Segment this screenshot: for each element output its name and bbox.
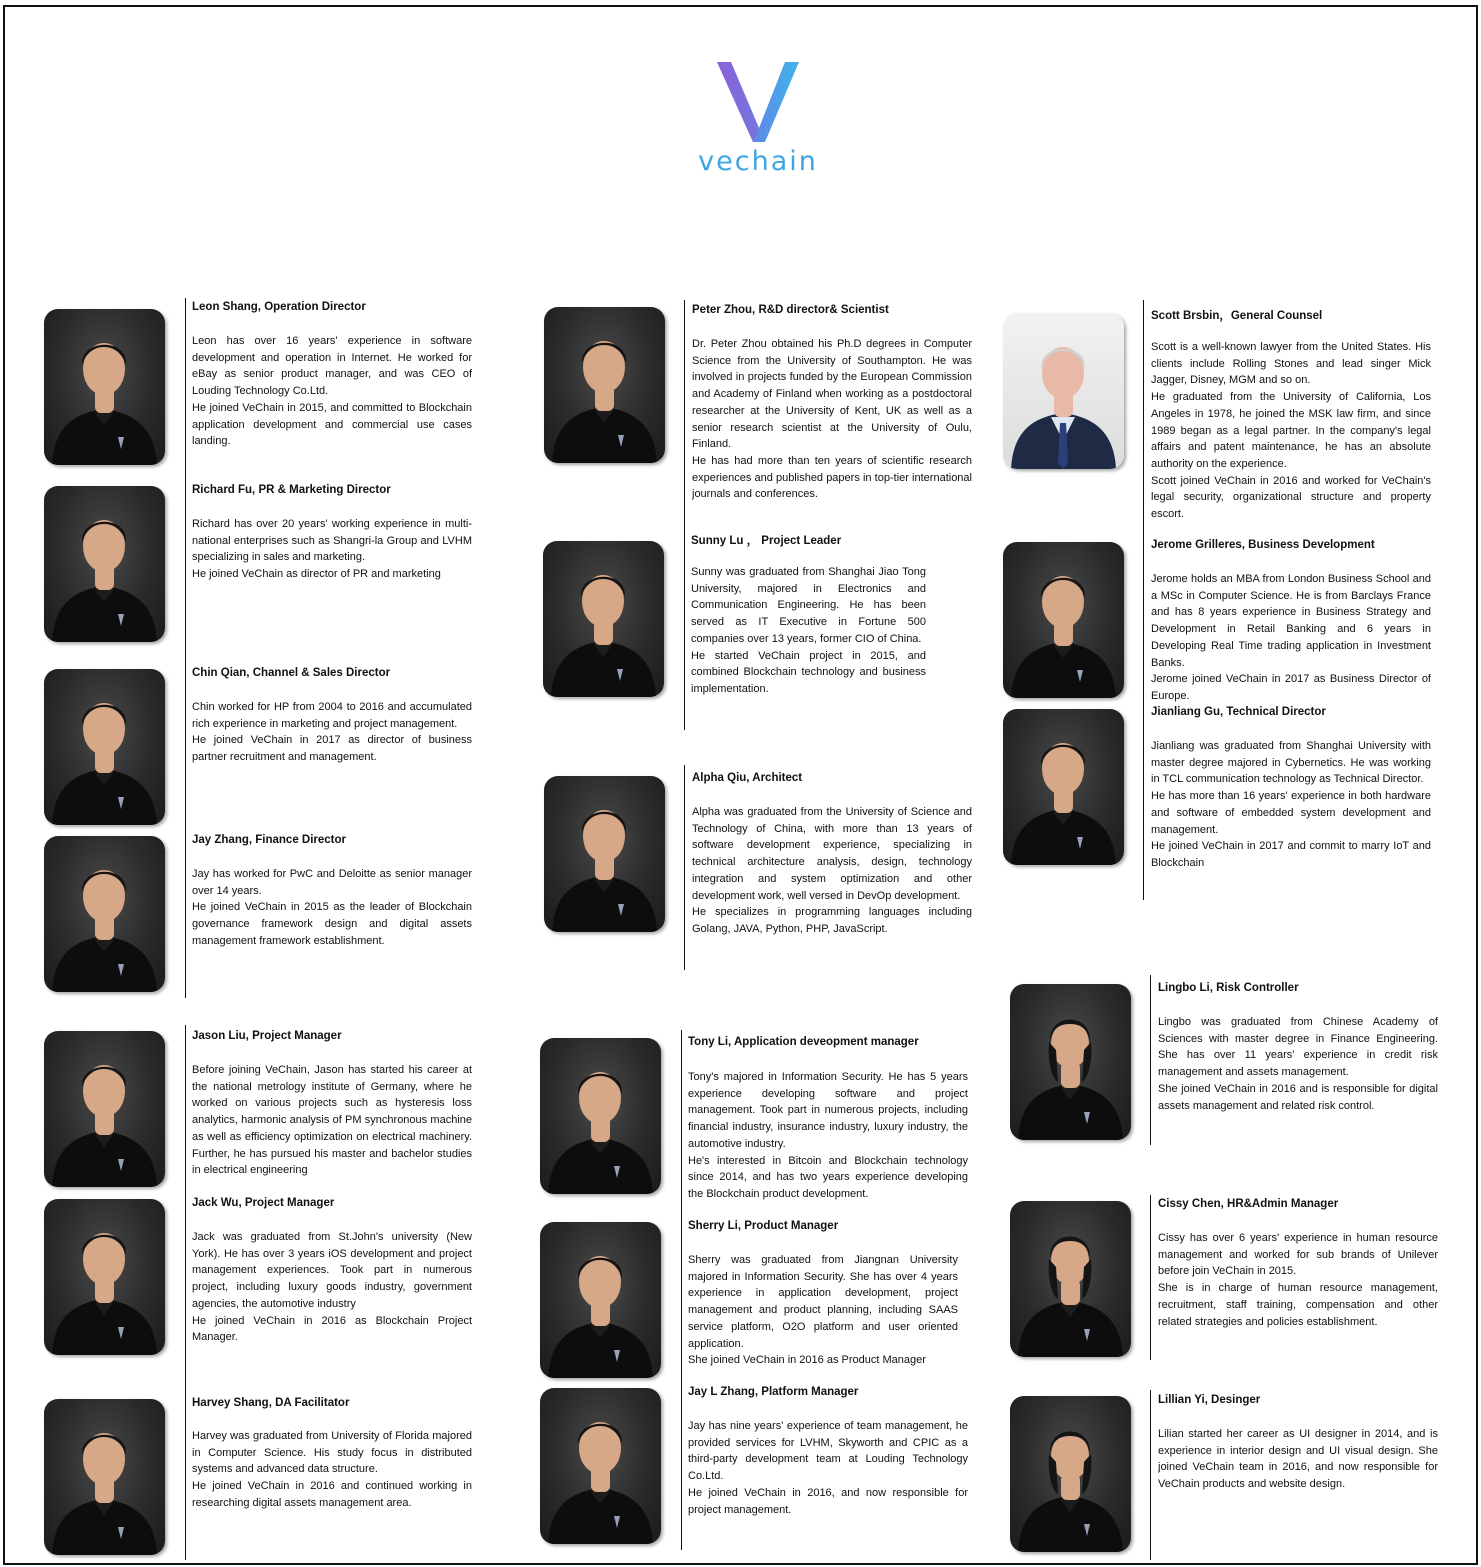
- bio-paragraph: Before joining VeChain, Jason has started his career at the national metrology institute of Germany, where he worked on various projects such as hysteresis loss analytics, harmonic analysis of PM synchronous machine as well as efficiency optimization on electrical machinery. Further, he has pursued his master and bachelor studies in electrical engineering: [192, 1064, 472, 1177]
- bio-paragraph: He joined VeChain in 2016 and continued working in researching digital assets management area.: [192, 1480, 472, 1509]
- bio-paragraph: She joined VeChain in 2016 and is responsible for digital assets management and related risk control.: [1158, 1082, 1438, 1112]
- portrait-photo-alpha: [544, 776, 665, 932]
- bio-paragraph: Jerome joined VeChain in 2017 as Business Director of Europe.: [1151, 673, 1431, 702]
- portrait-photo-chin: [44, 669, 165, 825]
- brand-name: vechain: [698, 146, 818, 177]
- member-name-lingbo: Lingbo Li, Risk Controller: [1158, 982, 1299, 994]
- portrait-photo-tony: [540, 1038, 661, 1194]
- member-bio-jay: [192, 866, 472, 950]
- bio-paragraph: Leon has over 16 years' experience in software development and operation in Internet. He worked for eBay as senior product manager, and was CEO of Louding Technology Co.Ltd.: [192, 335, 472, 398]
- bio-paragraph: He joined VeChain in 2016, and now responsible for project management.: [688, 1486, 968, 1516]
- person-silhouette-icon: [543, 541, 664, 697]
- portrait-photo-richard: [44, 486, 165, 642]
- member-name-harvey: Harvey Shang, DA Facilitator: [192, 1397, 350, 1409]
- bio-paragraph: He graduated from the University of California, Los Angeles in 1978, he joined the MSK law firm, and since 1989 began as a legal partner. In the company's legal affairs and patent maintenance, he has an absolute authority on the experience.: [1151, 391, 1431, 470]
- member-bio-alpha: [692, 804, 972, 938]
- bio-paragraph: She joined VeChain in 2016 as Product Manager: [688, 1354, 926, 1367]
- member-bio-jack: [192, 1229, 472, 1346]
- bio-paragraph: Chin worked for HP from 2004 to 2016 and accumulated rich experience in marketing and project management.: [192, 701, 472, 730]
- bio-paragraph: Harvey was graduated from University of Florida majored in Computer Science. His study focus in distributed systems and advanced data structure.: [192, 1430, 472, 1476]
- divider-col3-b: [1150, 975, 1151, 1145]
- member-name-richard: Richard Fu, PR & Marketing Director: [192, 484, 391, 496]
- portrait-photo-jack: [44, 1199, 165, 1355]
- member-bio-lillian: [1158, 1426, 1438, 1493]
- member-name-tony: Tony Li, Application deveopment manager: [688, 1036, 919, 1048]
- bio-paragraph: He specializes in programming languages including Golang, JAVA, Python, PHP, JavaScript.: [692, 906, 972, 935]
- member-bio-jayl: [688, 1418, 968, 1518]
- member-bio-sherry: [688, 1252, 958, 1369]
- person-silhouette-icon: [1010, 984, 1131, 1140]
- member-bio-tony: [688, 1069, 968, 1203]
- bio-paragraph: He has more than 16 years' experience in both hardware and software of embedded system development and management.: [1151, 790, 1431, 836]
- person-silhouette-icon: [1010, 1201, 1131, 1357]
- portrait-photo-peter: [544, 307, 665, 463]
- portrait-photo-sherry: [540, 1222, 661, 1378]
- divider-col2-a: [684, 300, 685, 730]
- person-silhouette-icon: [540, 1388, 661, 1544]
- bio-paragraph: Jerome holds an MBA from London Business School and a MSc in Computer Science. He is from Barclays France and has 8 years experience in Business Strategy and Development in Retail Banking and 6 years in Developing Real Time trading application in Investment Banks.: [1151, 573, 1431, 669]
- divider-col3-d: [1150, 1390, 1151, 1560]
- person-silhouette-icon: [44, 486, 165, 642]
- bio-paragraph: He joined VeChain as director of PR and marketing: [192, 568, 441, 581]
- bio-paragraph: Dr. Peter Zhou obtained his Ph.D degrees in Computer Science from the University of Southampton. He was involved in projects funded by the European Commission and Academy of Finland when working as a postdoctoral researcher at the University of Kent, UK as well as a senior research scientist at the University of Oulu, Finland.: [692, 338, 972, 451]
- bio-paragraph: He joined VeChain in 2015 as the leader of Blockchain governance framework design and digital assets management framework establishment.: [192, 901, 472, 947]
- bio-paragraph: Jianliang was graduated from Shanghai University with master degree majored in Cybernetics. He was working in TCL communication technology as Technical Director.: [1151, 740, 1431, 786]
- portrait-photo-lingbo: [1010, 984, 1131, 1140]
- member-bio-cissy: [1158, 1230, 1438, 1330]
- portrait-photo-scott: [1003, 313, 1124, 469]
- person-silhouette-icon: [540, 1038, 661, 1194]
- person-silhouette-icon: [44, 309, 165, 465]
- portrait-photo-jayl: [540, 1388, 661, 1544]
- member-name-alpha: Alpha Qiu, Architect: [692, 772, 803, 784]
- bio-paragraph: Scott is a well-known lawyer from the United States. His clients include Rolling Stones and lead singer Mick Jagger, Disney, MGM and so on.: [1151, 341, 1431, 387]
- member-bio-jason: [192, 1062, 472, 1179]
- member-bio-jerome: [1151, 571, 1431, 705]
- member-bio-harvey: [192, 1428, 472, 1512]
- bio-paragraph: Sunny was graduated from Shanghai Jiao Tong University, majored in Electronics and Communication Engineering. He has been served as IT Executive in Fortune 500 companies over 13 years, former CIO of China.: [691, 566, 926, 645]
- bio-paragraph: Alpha was graduated from the University of Science and Technology of China, with more than 13 years of software development experience, specializing in technical architecture analysis, design, technology integration and system optimization and other development work, well versed in DevOp development.: [692, 806, 972, 902]
- bio-paragraph: Tony's majored in Information Security. He has 5 years experience developing software and project management. Took part in numerous projects, including financial industry, insurance industry, luxury industry, the automotive industry.: [688, 1071, 968, 1150]
- person-silhouette-icon: [44, 1199, 165, 1355]
- member-name-jason: Jason Liu, Project Manager: [192, 1030, 342, 1042]
- portrait-photo-harvey: [44, 1399, 165, 1555]
- person-silhouette-icon: [44, 669, 165, 825]
- divider-col1-a: [185, 298, 186, 998]
- divider-col3-c: [1150, 1195, 1151, 1360]
- bio-paragraph: He joined VeChain in 2016 as Blockchain Project Manager.: [192, 1314, 472, 1344]
- divider-col1-b: [185, 1025, 186, 1560]
- divider-col2-b: [684, 765, 685, 970]
- bio-paragraph: Jay has nine years' experience of team management, he provided services for LVHM, Skyworth and CPIC as a third-party development team at Louding Technology Co.Ltd.: [688, 1420, 968, 1483]
- bio-paragraph: He joined VeChain in 2015, and committed to Blockchain application development and commercial use cases landing.: [192, 401, 472, 448]
- bio-paragraph: Jack was graduated from St.John's university (New York). He has over 3 years iOS development and project management experiences. Took part in numerous project, including luxury goods industry, government agencies, the automotive industry: [192, 1231, 472, 1310]
- person-silhouette-icon: [544, 776, 665, 932]
- vechain-v-icon: [713, 58, 803, 146]
- bio-paragraph: Richard has over 20 years' working experience in multi-national enterprises such as Shangri-la Group and LVHM specializing in sales and marketing.: [192, 518, 472, 564]
- member-name-cissy: Cissy Chen, HR&Admin Manager: [1158, 1198, 1339, 1210]
- portrait-photo-jerome: [1003, 542, 1124, 698]
- member-name-jianliang: Jianliang Gu, Technical Director: [1151, 706, 1326, 718]
- member-name-sunny: Sunny Lu ， Project Leader: [691, 535, 842, 547]
- member-name-peter: Peter Zhou, R&D director& Scientist: [692, 304, 889, 316]
- bio-paragraph: He joined VeChain in 2017 as director of business partner recruitment and management.: [192, 734, 472, 764]
- member-name-jayl: Jay L Zhang, Platform Manager: [688, 1386, 859, 1398]
- member-name-jerome: Jerome Grilleres, Business Development: [1151, 539, 1375, 551]
- member-name-scott: Scott Brsbin，General Counsel: [1151, 310, 1323, 322]
- member-name-leon: Leon Shang, Operation Director: [192, 301, 366, 313]
- divider-col3-a: [1143, 300, 1144, 900]
- bio-paragraph: He started VeChain project in 2015, and combined Blockchain technology and business implementation.: [691, 649, 926, 695]
- portrait-photo-jason: [44, 1031, 165, 1187]
- person-silhouette-icon: [44, 836, 165, 992]
- portrait-photo-cissy: [1010, 1201, 1131, 1357]
- person-silhouette-icon: [44, 1399, 165, 1555]
- bio-paragraph: Cissy has over 6 years' experience in human resource management and worked for sub brands of Unilever before join VeChain in 2015.: [1158, 1232, 1438, 1278]
- member-bio-richard: [192, 516, 472, 583]
- bio-paragraph: He has had more than ten years of scientific research experiences and published papers in top-tier international journals and conferences.: [692, 454, 972, 501]
- member-bio-jianliang: [1151, 738, 1431, 872]
- portrait-photo-jianliang: [1003, 709, 1124, 865]
- bio-paragraph: Sherry was graduated from Jiangnan University majored in Information Security. She has over 4 years experience in application development, project management and product planning, including SAAS service platform, O2O platform and user oriented application.: [688, 1254, 958, 1350]
- bio-paragraph: He joined VeChain in 2017 and commit to marry IoT and Blockchain: [1151, 840, 1431, 869]
- member-name-jay: Jay Zhang, Finance Director: [192, 834, 347, 846]
- portrait-photo-lillian: [1010, 1396, 1131, 1552]
- person-silhouette-icon: [1010, 1396, 1131, 1552]
- member-bio-scott: [1151, 339, 1431, 523]
- portrait-photo-leon: [44, 309, 165, 465]
- divider-col2-c: [681, 1030, 682, 1550]
- member-name-sherry: Sherry Li, Product Manager: [688, 1220, 839, 1232]
- bio-paragraph: He's interested in Bitcoin and Blockchain technology since 2014, and has two years experience developing the Blockchain product development.: [688, 1154, 968, 1200]
- member-bio-peter: [692, 336, 972, 503]
- member-bio-lingbo: [1158, 1014, 1438, 1114]
- person-silhouette-icon: [1003, 542, 1124, 698]
- bio-paragraph: She is in charge of human resource management, recruitment, staff training, compensation and other related strategies and policies establishment.: [1158, 1282, 1438, 1328]
- member-bio-leon: [192, 333, 472, 450]
- bio-paragraph: Lilian started her career as UI designer in 2014, and is experience in interior design and UI visual design. She joined VeChain team in 2016, and now responsible for VeChain products and website design.: [1158, 1428, 1438, 1491]
- member-name-jack: Jack Wu, Project Manager: [192, 1197, 335, 1209]
- portrait-photo-jay: [44, 836, 165, 992]
- person-silhouette-icon: [540, 1222, 661, 1378]
- person-silhouette-icon: [1003, 313, 1124, 469]
- member-bio-chin: [192, 699, 472, 766]
- bio-paragraph: Scott joined VeChain in 2016 and worked for VeChain's legal security, organizational structure and property escort.: [1151, 474, 1431, 521]
- member-name-chin: Chin Qian, Channel & Sales Director: [192, 667, 391, 679]
- person-silhouette-icon: [1003, 709, 1124, 865]
- member-bio-sunny: [691, 564, 926, 698]
- person-silhouette-icon: [544, 307, 665, 463]
- vechain-logo: [688, 58, 828, 177]
- member-name-lillian: Lillian Yi, Desinger: [1158, 1394, 1261, 1406]
- portrait-photo-sunny: [543, 541, 664, 697]
- bio-paragraph: Jay has worked for PwC and Deloitte as senior manager over 14 years.: [192, 868, 472, 897]
- person-silhouette-icon: [44, 1031, 165, 1187]
- bio-paragraph: Lingbo was graduated from Chinese Academy of Sciences with master degree in Finance Engineering. She has over 11 years' experience in credit risk management and assets management.: [1158, 1016, 1438, 1079]
